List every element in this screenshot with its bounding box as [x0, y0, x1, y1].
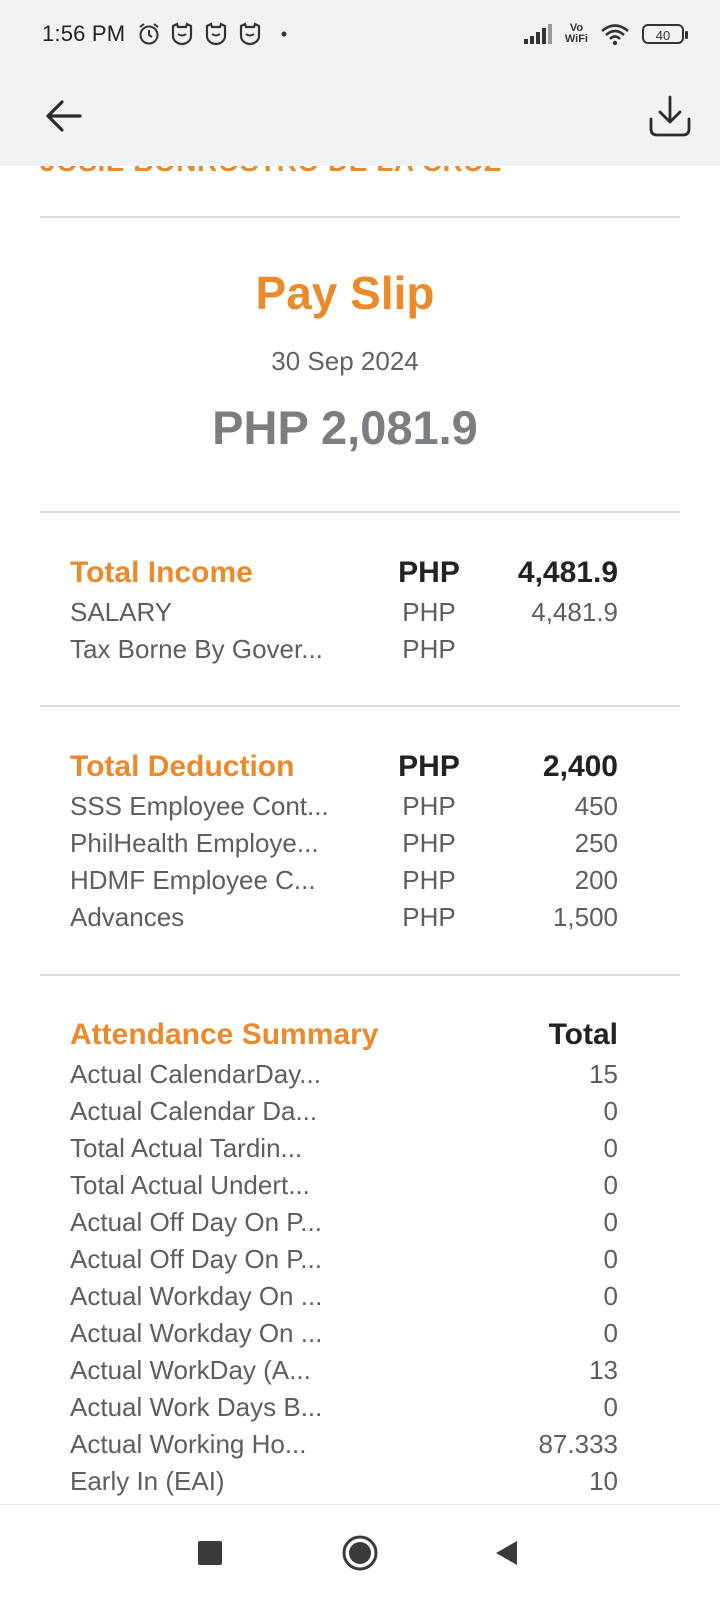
- back-nav-button[interactable]: [486, 1533, 526, 1573]
- vowifi-bottom: WiFi: [564, 33, 588, 45]
- divider: [40, 511, 680, 513]
- divider: [40, 705, 680, 707]
- attendance-item-value: 0: [603, 1133, 618, 1163]
- income-row: [70, 631, 618, 668]
- attendance-item-label: Actual Off Day On P...: [70, 1207, 322, 1237]
- vowifi-indicator: [565, 23, 588, 45]
- attendance-row: [70, 1426, 618, 1463]
- attendance-row: [70, 1056, 618, 1093]
- vowifi-top: Vo: [569, 22, 584, 34]
- attendance-item-value: 10: [589, 1466, 618, 1496]
- triangle-back-icon: [493, 1539, 519, 1567]
- square-icon: [197, 1540, 223, 1566]
- status-bar: [0, 0, 720, 70]
- attendance-row: [70, 1463, 618, 1500]
- recents-button[interactable]: [190, 1533, 230, 1573]
- deduction-row: [70, 899, 618, 936]
- deduction-row: [70, 825, 618, 862]
- attendance-header-row: [70, 1014, 618, 1056]
- attendance-title: Attendance Summary: [70, 1018, 379, 1051]
- income-item-label: SALARY: [70, 597, 173, 627]
- attendance-item-label: Total Actual Undert...: [70, 1170, 310, 1200]
- attendance-item-value: 0: [603, 1244, 618, 1274]
- mi-shield-icon: [170, 22, 194, 46]
- attendance-item-label: Actual Workday On ...: [70, 1281, 323, 1311]
- attendance-item-label: Actual Workday On ...: [70, 1318, 323, 1348]
- divider: [40, 974, 680, 976]
- attendance-item-label: Actual CalendarDay...: [70, 1059, 321, 1089]
- payslip-date: 30 Sep 2024: [271, 346, 419, 376]
- deduction-row: [70, 862, 618, 899]
- attendance-row: [70, 1167, 618, 1204]
- wifi-icon: [600, 22, 630, 46]
- attendance-row: [70, 1130, 618, 1167]
- battery-indicator: 40: [642, 24, 684, 44]
- attendance-row: [70, 1241, 618, 1278]
- deduction-item-currency: PHP: [402, 865, 456, 895]
- attendance-item-value: 0: [603, 1392, 618, 1422]
- deduction-total: 2,400: [542, 750, 618, 783]
- payslip-net-amount: PHP 2,081.9: [212, 401, 478, 454]
- income-row: [70, 594, 618, 631]
- back-button[interactable]: [40, 92, 88, 140]
- attendance-item-label: Actual Work Days B...: [70, 1392, 323, 1422]
- alarm-icon: [138, 22, 160, 46]
- status-time: 1:56 PM: [42, 21, 126, 46]
- payslip-title: Pay Slip: [255, 267, 435, 319]
- attendance-item-label: Early In (EAI): [70, 1466, 225, 1496]
- attendance-row: [70, 1093, 618, 1130]
- attendance-section: [70, 1014, 618, 1500]
- home-button[interactable]: [340, 1533, 380, 1573]
- attendance-item-value: 0: [603, 1281, 618, 1311]
- attendance-total-label: Total: [548, 1018, 618, 1051]
- attendance-item-value: 0: [603, 1207, 618, 1237]
- attendance-item-value: 15: [589, 1059, 618, 1089]
- income-item-label: Tax Borne By Gover...: [70, 634, 323, 664]
- income-item-value: 4,481.9: [531, 597, 618, 627]
- attendance-item-label: Total Actual Tardin...: [70, 1133, 303, 1163]
- divider: [40, 216, 680, 218]
- deduction-row: [70, 788, 618, 825]
- attendance-item-value: 0: [603, 1096, 618, 1126]
- deduction-title: Total Deduction: [70, 750, 295, 783]
- deduction-item-label: Advances: [70, 902, 185, 932]
- income-currency: PHP: [398, 556, 460, 589]
- dot-icon: [272, 22, 292, 46]
- attendance-row: [70, 1315, 618, 1352]
- income-item-currency: PHP: [402, 634, 456, 664]
- attendance-row: [70, 1389, 618, 1426]
- deduction-item-label: HDMF Employee C...: [70, 865, 316, 895]
- income-section: [70, 552, 618, 668]
- attendance-row: [70, 1278, 618, 1315]
- deduction-item-currency: PHP: [402, 902, 456, 932]
- mi-shield-icon: [238, 22, 262, 46]
- circle-icon: [341, 1534, 379, 1572]
- status-icons-right: [523, 22, 684, 46]
- deduction-section: [70, 746, 618, 936]
- attendance-row: [70, 1352, 618, 1389]
- signal-icon: [523, 23, 553, 45]
- deduction-item-value: 200: [574, 865, 618, 895]
- attendance-item-value: 13: [589, 1355, 618, 1385]
- mi-shield-icon: [204, 22, 228, 46]
- status-icons-left: [138, 22, 292, 46]
- attendance-item-label: Actual Working Ho...: [70, 1429, 307, 1459]
- deduction-item-currency: PHP: [402, 828, 456, 858]
- attendance-item-label: Actual Off Day On P...: [70, 1244, 322, 1274]
- deduction-item-label: PhilHealth Employe...: [70, 828, 319, 858]
- system-nav-bar: [0, 1504, 720, 1601]
- income-header-row: [70, 552, 618, 594]
- attendance-item-label: Actual WorkDay (A...: [70, 1355, 311, 1385]
- attendance-item-value: 87.333: [538, 1429, 618, 1459]
- deduction-item-value: 450: [574, 791, 618, 821]
- download-icon: [647, 93, 693, 139]
- income-item-currency: PHP: [402, 597, 456, 627]
- arrow-left-icon: [45, 99, 83, 133]
- deduction-item-value: 250: [574, 828, 618, 858]
- deduction-item-currency: PHP: [402, 791, 456, 821]
- top-bar: [0, 0, 720, 166]
- deduction-item-label: SSS Employee Cont...: [70, 791, 329, 821]
- attendance-item-value: 0: [603, 1318, 618, 1348]
- income-total: 4,481.9: [517, 556, 618, 589]
- attendance-row: [70, 1204, 618, 1241]
- attendance-item-label: Actual Calendar Da...: [70, 1096, 318, 1126]
- deduction-currency: PHP: [398, 750, 460, 783]
- deduction-header-row: [70, 746, 618, 788]
- deduction-item-value: 1,500: [552, 902, 618, 932]
- attendance-item-value: 0: [603, 1170, 618, 1200]
- income-title: Total Income: [70, 556, 253, 589]
- download-button[interactable]: [644, 90, 696, 142]
